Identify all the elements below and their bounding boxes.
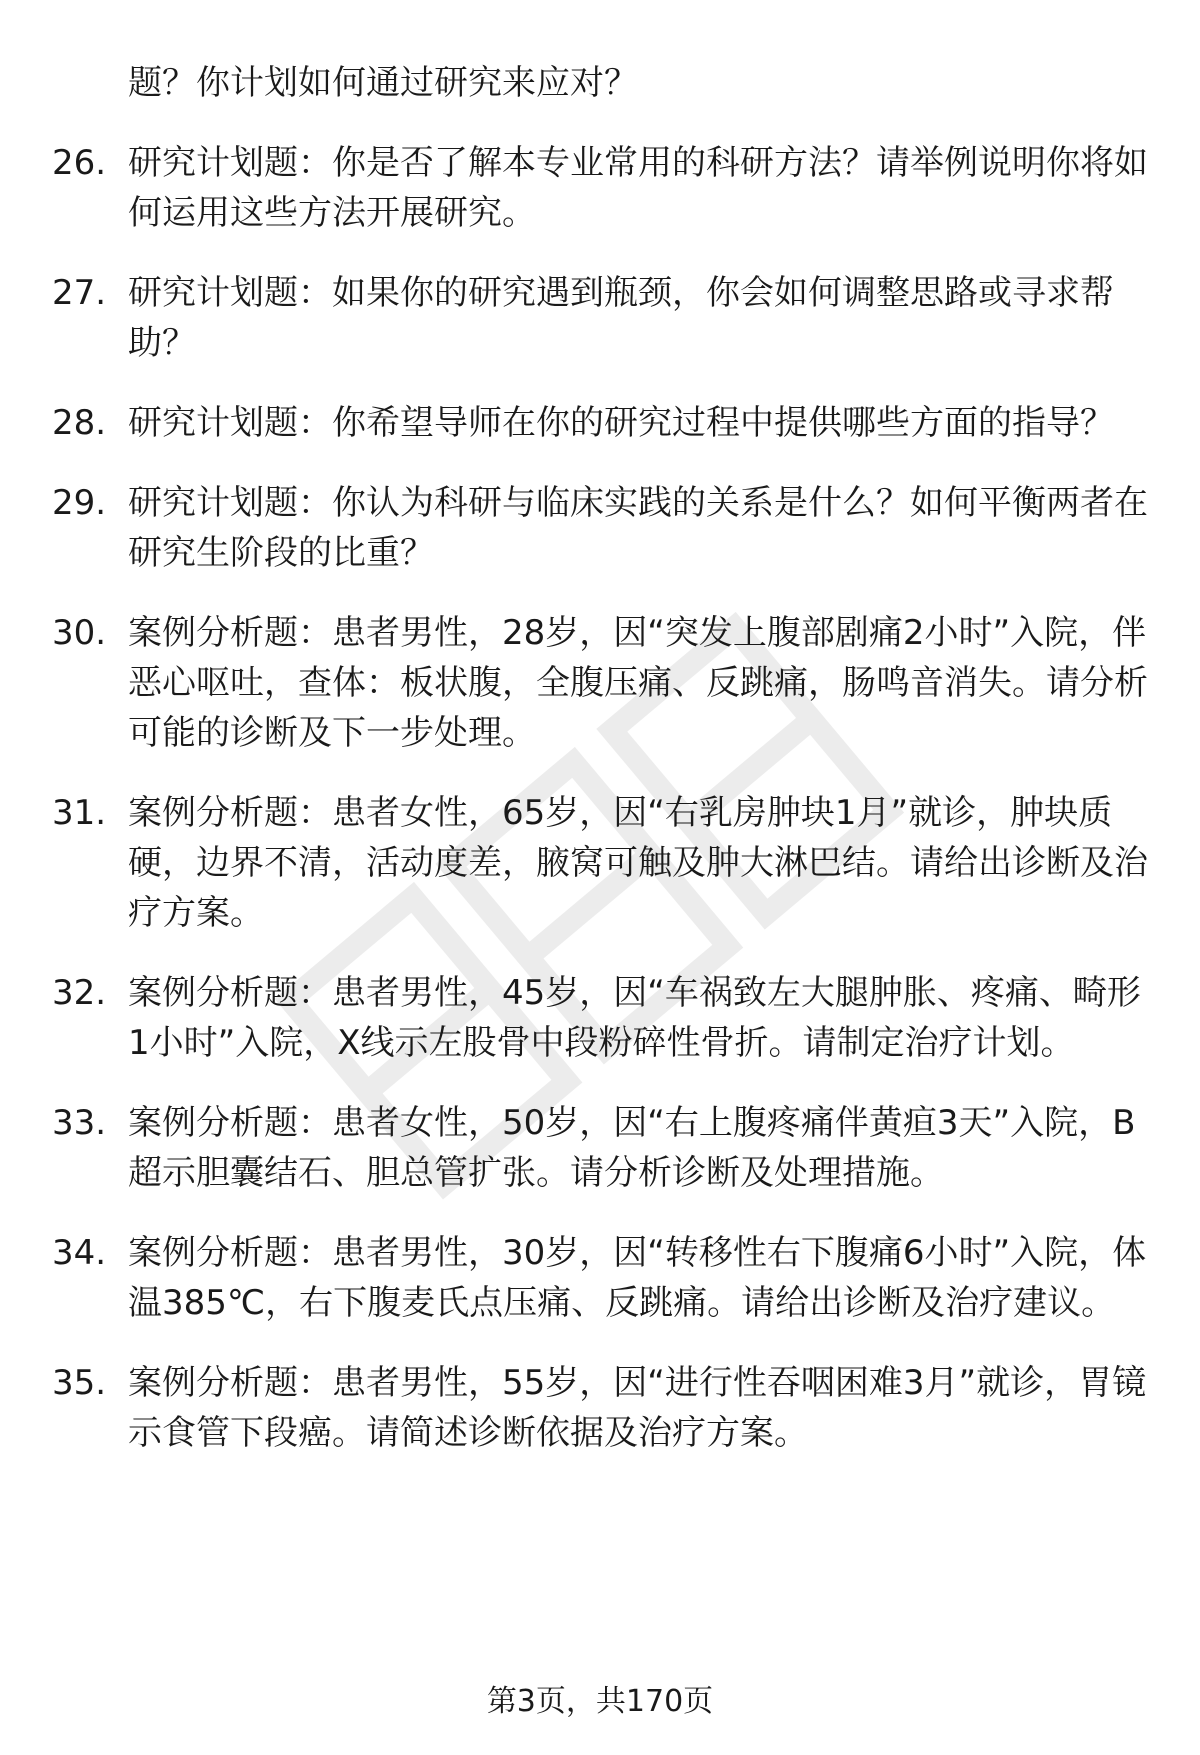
list-item bbox=[0, 138, 1200, 238]
document-body bbox=[0, 58, 1200, 1488]
item-number: 29. bbox=[52, 483, 107, 523]
item-text: 案例分析题：患者男性，55岁，因“进行性吞咽困难3月”就诊，胃镜示食管下段癌。请简述诊断依据及治疗方案。 bbox=[128, 1363, 1147, 1453]
item-text: 研究计划题：你是否了解本专业常用的科研方法？请举例说明你将如何运用这些方法开展研究。 bbox=[128, 143, 1148, 233]
item-number: 28. bbox=[52, 403, 107, 443]
list-item bbox=[0, 268, 1200, 368]
list-item bbox=[0, 1098, 1200, 1198]
item-text: 案例分析题：患者女性，65岁，因“右乳房肿块1月”就诊，肿块质硬，边界不清，活动度差，腋窝可触及肿大淋巴结。请给出诊断及治疗方案。 bbox=[128, 793, 1148, 933]
continuation-text: 题？你计划如何通过研究来应对？ bbox=[128, 63, 638, 103]
list-item bbox=[0, 1228, 1200, 1328]
item-text: 案例分析题：患者女性，50岁，因“右上腹疼痛伴黄疸3天”入院，B超示胆囊结石、胆总管扩张。请分析诊断及处理措施。 bbox=[128, 1103, 1136, 1193]
item-text: 案例分析题：患者男性，28岁，因“突发上腹部剧痛2小时”入院，伴恶心呕吐，查体：板状腹，全腹压痛、反跳痛，肠鸣音消失。请分析可能的诊断及下一步处理。 bbox=[128, 613, 1148, 753]
item-text: 案例分析题：患者男性，45岁，因“车祸致左大腿肿胀、疼痛、畸形1小时”入院，X线示左股骨中段粉碎性骨折。请制定治疗计划。 bbox=[128, 973, 1141, 1063]
item-number: 34. bbox=[52, 1233, 107, 1273]
item-number: 32. bbox=[52, 973, 107, 1013]
list-item bbox=[0, 398, 1200, 448]
item-number: 35. bbox=[52, 1363, 107, 1403]
list-item bbox=[0, 968, 1200, 1068]
page-footer: 第3页，共170页 bbox=[486, 1684, 714, 1719]
item-number: 30. bbox=[52, 613, 107, 653]
list-item bbox=[0, 608, 1200, 758]
item-number: 26. bbox=[52, 143, 107, 183]
item-number: 27. bbox=[52, 273, 107, 313]
list-item bbox=[0, 478, 1200, 578]
list-item bbox=[0, 788, 1200, 938]
list-item bbox=[0, 1358, 1200, 1458]
item-text: 研究计划题：如果你的研究遇到瓶颈，你会如何调整思路或寻求帮助？ bbox=[128, 273, 1114, 363]
item-text: 研究计划题：你希望导师在你的研究过程中提供哪些方面的指导？ bbox=[128, 403, 1114, 443]
item-number: 31. bbox=[52, 793, 107, 833]
item-text: 研究计划题：你认为科研与临床实践的关系是什么？如何平衡两者在研究生阶段的比重？ bbox=[128, 483, 1148, 573]
item-text: 案例分析题：患者男性，30岁，因“转移性右下腹痛6小时”入院，体温385℃，右下腹麦氏点压痛、反跳痛。请给出诊断及治疗建议。 bbox=[128, 1233, 1147, 1323]
item-number: 33. bbox=[52, 1103, 107, 1143]
